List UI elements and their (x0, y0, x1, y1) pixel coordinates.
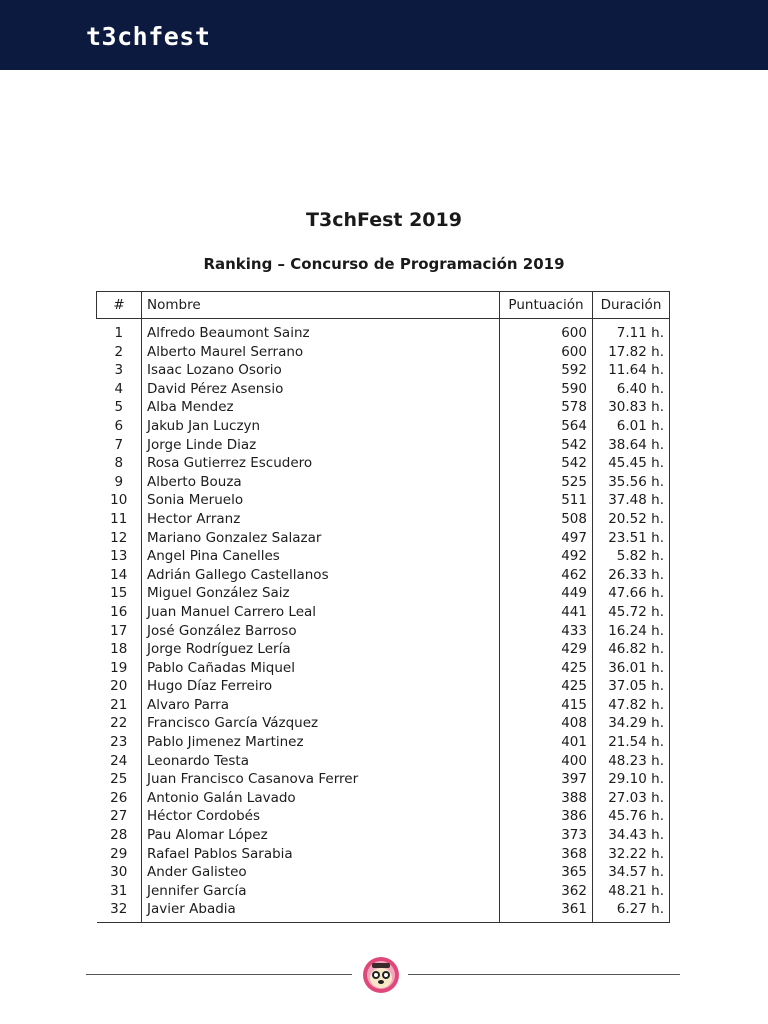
rank-cell: 24 (97, 752, 142, 771)
table-row (97, 882, 670, 901)
duration-cell: 7.11 h. (593, 319, 670, 343)
duration-cell: 38.64 h. (593, 436, 670, 455)
score-cell: 508 (500, 510, 593, 529)
footer-divider-right (408, 974, 680, 975)
table-row (97, 510, 670, 529)
rank-cell: 26 (97, 789, 142, 808)
name-cell: Sonia Meruelo (147, 492, 244, 509)
rank-cell: 2 (97, 343, 142, 362)
score-cell: 429 (500, 640, 593, 659)
table-row (97, 319, 670, 343)
duration-cell: 6.27 h. (593, 900, 670, 922)
score-cell: 397 (500, 770, 593, 789)
name-cell: Miguel González Saiz (147, 585, 290, 602)
duration-cell: 37.48 h. (593, 491, 670, 510)
rank-cell: 13 (97, 547, 142, 566)
name-cell: Ander Galisteo (147, 864, 247, 881)
score-cell: 425 (500, 659, 593, 678)
name-cell: Alberto Maurel Serrano (147, 343, 304, 360)
name-cell: Pau Alomar López (147, 827, 268, 844)
name-cell: Alberto Bouza (147, 473, 242, 490)
table-row (97, 343, 670, 362)
table-row (97, 826, 670, 845)
rank-cell: 29 (97, 845, 142, 864)
score-cell: 600 (500, 319, 593, 343)
score-cell: 441 (500, 603, 593, 622)
score-cell: 388 (500, 789, 593, 808)
table-row (97, 361, 670, 380)
name-cell: Angel Pina Canelles (147, 548, 280, 565)
duration-cell: 45.45 h. (593, 454, 670, 473)
rank-cell: 25 (97, 770, 142, 789)
name-cell: Jakub Jan Luczyn (147, 417, 261, 434)
rank-cell: 20 (97, 677, 142, 696)
rank-cell: 19 (97, 659, 142, 678)
duration-cell: 17.82 h. (593, 343, 670, 362)
rank-cell: 4 (97, 380, 142, 399)
rank-cell: 28 (97, 826, 142, 845)
hedgehog-mascot-icon (362, 956, 400, 994)
rank-cell: 14 (97, 566, 142, 585)
score-cell: 368 (500, 845, 593, 864)
duration-cell: 26.33 h. (593, 566, 670, 585)
score-cell: 564 (500, 417, 593, 436)
name-cell: Alba Mendez (147, 399, 234, 416)
rank-cell: 12 (97, 529, 142, 548)
score-cell: 365 (500, 863, 593, 882)
table-row (97, 640, 670, 659)
name-cell: José González Barroso (147, 622, 297, 639)
score-cell: 362 (500, 882, 593, 901)
duration-cell: 16.24 h. (593, 622, 670, 641)
rank-cell: 17 (97, 622, 142, 641)
rank-cell: 22 (97, 714, 142, 733)
duration-cell: 46.82 h. (593, 640, 670, 659)
table-row (97, 417, 670, 436)
duration-cell: 27.03 h. (593, 789, 670, 808)
rank-cell: 7 (97, 436, 142, 455)
duration-cell: 30.83 h. (593, 398, 670, 417)
duration-cell: 6.01 h. (593, 417, 670, 436)
table-row (97, 659, 670, 678)
score-cell: 511 (500, 491, 593, 510)
name-cell: Adrián Gallego Castellanos (147, 566, 329, 583)
rank-cell: 15 (97, 584, 142, 603)
rank-cell: 6 (97, 417, 142, 436)
duration-cell: 36.01 h. (593, 659, 670, 678)
duration-cell: 11.64 h. (593, 361, 670, 380)
score-cell: 386 (500, 807, 593, 826)
table-row (97, 566, 670, 585)
score-cell: 373 (500, 826, 593, 845)
rank-cell: 27 (97, 807, 142, 826)
name-cell: Antonio Galán Lavado (147, 789, 296, 806)
column-header-score: Puntuación (500, 292, 593, 319)
table-row (97, 380, 670, 399)
duration-cell: 23.51 h. (593, 529, 670, 548)
table-row (97, 714, 670, 733)
table-row (97, 752, 670, 771)
score-cell: 361 (500, 900, 593, 922)
name-cell: Jorge Linde Diaz (147, 436, 257, 453)
duration-cell: 5.82 h. (593, 547, 670, 566)
rank-cell: 31 (97, 882, 142, 901)
rank-cell: 30 (97, 863, 142, 882)
table-row (97, 398, 670, 417)
score-cell: 600 (500, 343, 593, 362)
duration-cell: 47.66 h. (593, 584, 670, 603)
table-row (97, 677, 670, 696)
duration-cell: 34.57 h. (593, 863, 670, 882)
duration-cell: 29.10 h. (593, 770, 670, 789)
name-cell: Rafael Pablos Sarabia (147, 845, 293, 862)
table-row (97, 789, 670, 808)
score-cell: 408 (500, 714, 593, 733)
rank-cell: 9 (97, 473, 142, 492)
ranking-table (96, 291, 670, 923)
score-cell: 415 (500, 696, 593, 715)
rank-cell: 21 (97, 696, 142, 715)
duration-cell: 21.54 h. (593, 733, 670, 752)
name-cell: Leonardo Testa (147, 752, 249, 769)
table-row (97, 733, 670, 752)
ranking-table-body (97, 319, 670, 923)
rank-cell: 23 (97, 733, 142, 752)
brand-logo: t3chfest (86, 22, 211, 51)
score-cell: 492 (500, 547, 593, 566)
duration-cell: 34.43 h. (593, 826, 670, 845)
table-header-row (97, 292, 670, 319)
name-cell: Juan Francisco Casanova Ferrer (147, 771, 359, 788)
name-cell: Javier Abadia (147, 901, 236, 918)
footer-divider-left (86, 974, 352, 975)
name-cell: Rosa Gutierrez Escudero (147, 455, 313, 472)
rank-cell: 8 (97, 454, 142, 473)
column-header-rank: # (97, 292, 142, 319)
score-cell: 449 (500, 584, 593, 603)
name-cell: Jorge Rodríguez Lería (147, 641, 291, 658)
name-cell: David Pérez Asensio (147, 380, 284, 397)
duration-cell: 48.23 h. (593, 752, 670, 771)
name-cell: Alvaro Parra (147, 696, 229, 713)
name-cell: Hugo Díaz Ferreiro (147, 678, 273, 695)
page-title: T3chFest 2019 (306, 209, 462, 231)
column-header-name: Nombre (147, 297, 201, 313)
score-cell: 400 (500, 752, 593, 771)
score-cell: 401 (500, 733, 593, 752)
score-cell: 433 (500, 622, 593, 641)
table-row (97, 807, 670, 826)
duration-cell: 47.82 h. (593, 696, 670, 715)
score-cell: 542 (500, 436, 593, 455)
duration-cell: 35.56 h. (593, 473, 670, 492)
name-cell: Alfredo Beaumont Sainz (147, 325, 310, 341)
name-cell: Pablo Jimenez Martinez (147, 734, 304, 751)
rank-cell: 11 (97, 510, 142, 529)
table-row (97, 436, 670, 455)
rank-cell: 5 (97, 398, 142, 417)
table-row (97, 454, 670, 473)
top-header-bar (0, 0, 768, 70)
table-row (97, 603, 670, 622)
rank-cell: 1 (97, 319, 142, 343)
duration-cell: 45.76 h. (593, 807, 670, 826)
table-row (97, 900, 670, 922)
table-row (97, 584, 670, 603)
table-row (97, 863, 670, 882)
name-cell: Pablo Cañadas Miquel (147, 659, 295, 676)
score-cell: 425 (500, 677, 593, 696)
duration-cell: 37.05 h. (593, 677, 670, 696)
name-cell: Isaac Lozano Osorio (147, 362, 282, 379)
duration-cell: 34.29 h. (593, 714, 670, 733)
table-row (97, 696, 670, 715)
rank-cell: 32 (97, 900, 142, 922)
table-row (97, 529, 670, 548)
name-cell: Francisco García Vázquez (147, 715, 319, 732)
duration-cell: 45.72 h. (593, 603, 670, 622)
table-row (97, 622, 670, 641)
name-cell: Jennifer García (147, 882, 247, 899)
score-cell: 590 (500, 380, 593, 399)
table-row (97, 547, 670, 566)
rank-cell: 18 (97, 640, 142, 659)
name-cell: Hector Arranz (147, 510, 241, 527)
name-cell: Héctor Cordobés (147, 808, 261, 825)
rank-cell: 10 (97, 491, 142, 510)
score-cell: 525 (500, 473, 593, 492)
rank-cell: 3 (97, 361, 142, 380)
table-row (97, 491, 670, 510)
name-cell: Juan Manuel Carrero Leal (147, 603, 317, 620)
score-cell: 592 (500, 361, 593, 380)
duration-cell: 48.21 h. (593, 882, 670, 901)
duration-cell: 20.52 h. (593, 510, 670, 529)
score-cell: 462 (500, 566, 593, 585)
table-row (97, 845, 670, 864)
rank-cell: 16 (97, 603, 142, 622)
score-cell: 578 (500, 398, 593, 417)
duration-cell: 6.40 h. (593, 380, 670, 399)
score-cell: 542 (500, 454, 593, 473)
name-cell: Mariano Gonzalez Salazar (147, 529, 322, 546)
table-row (97, 473, 670, 492)
table-row (97, 770, 670, 789)
duration-cell: 32.22 h. (593, 845, 670, 864)
score-cell: 497 (500, 529, 593, 548)
column-header-duration: Duración (593, 292, 670, 319)
page-subtitle: Ranking – Concurso de Programación 2019 (203, 255, 565, 273)
